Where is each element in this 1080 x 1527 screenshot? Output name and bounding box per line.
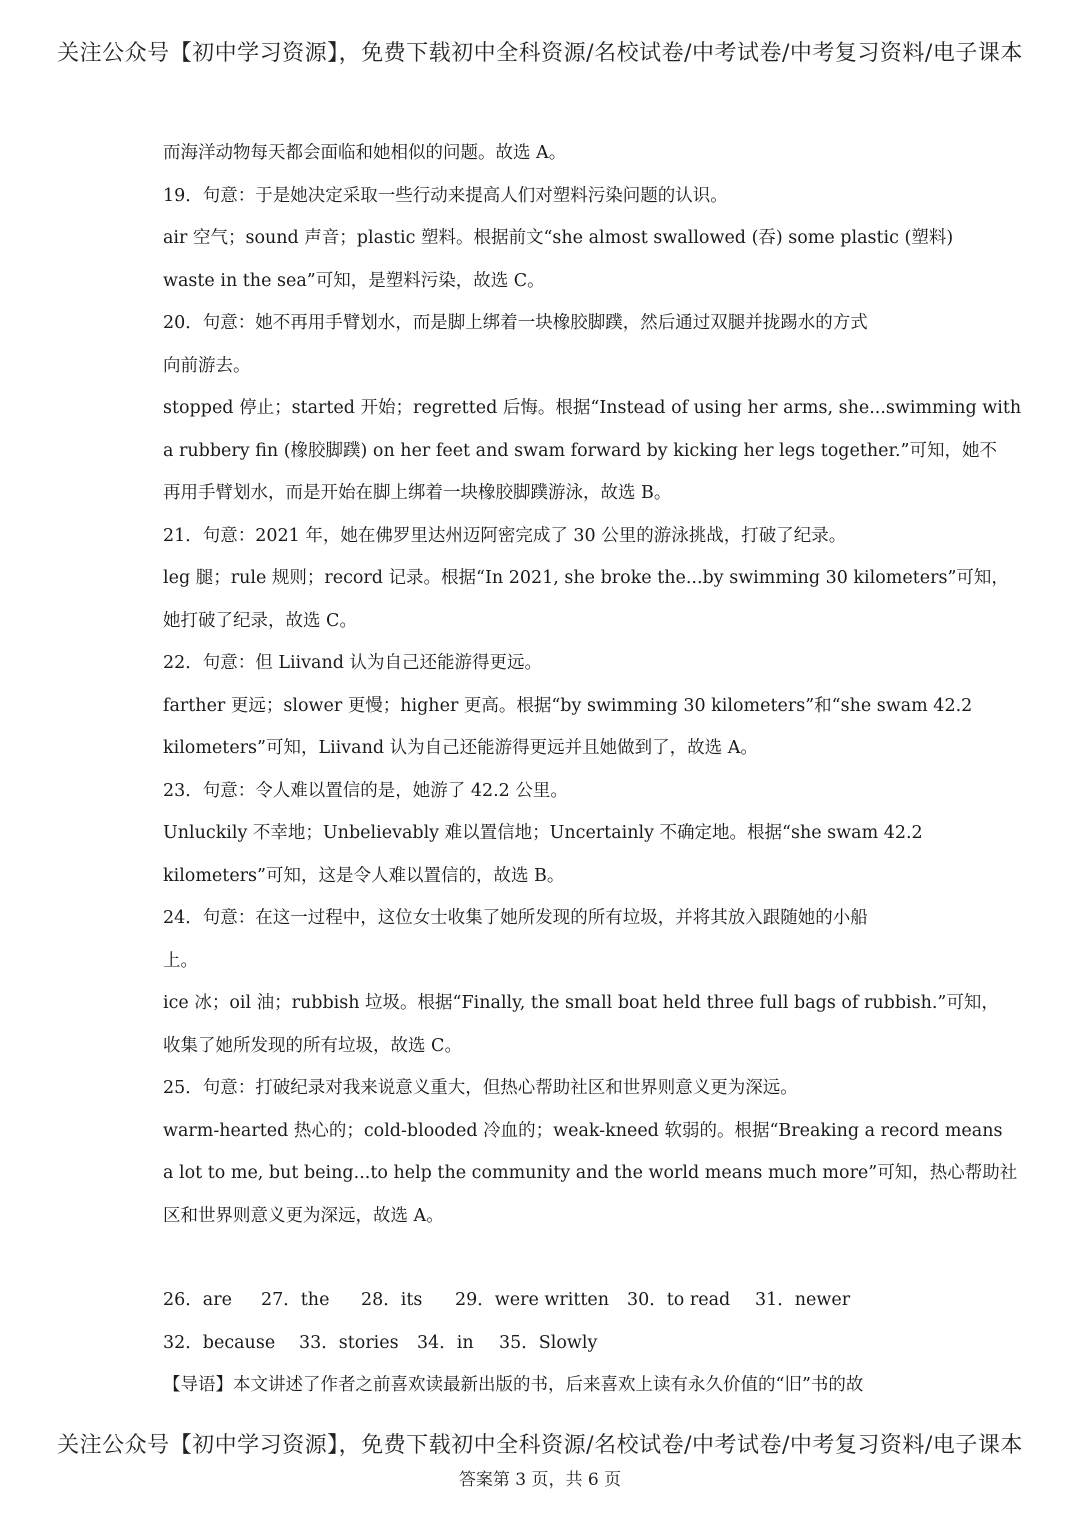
body-line: 向前游去。 xyxy=(163,355,251,376)
body-line: warm-hearted 热心的；cold-blooded 冷血的；weak-kneed 软弱的。根据“Breaking a record means xyxy=(163,1120,1003,1141)
body-line: 而海洋动物每天都会面临和她相似的问题。故选 A。 xyxy=(163,143,567,163)
answer-item: 26．are xyxy=(163,1290,232,1310)
bottom-banner: 关注公众号【初中学习资源】，免费下载初中全科资源/名校试卷/中考试卷/中考复习资料/电子课本 xyxy=(57,1433,1023,1458)
answer-item: 28．its xyxy=(361,1290,423,1310)
body-line: kilometers”可知，这是令人难以置信的，故选 B。 xyxy=(163,865,565,886)
body-line: 21．句意：2021 年，她在佛罗里达州迈阿密完成了 30 公里的游泳挑战，打破了纪录。 xyxy=(163,525,847,546)
body-line: 22．句意：但 Liivand 认为自己还能游得更远。 xyxy=(163,653,543,673)
body-line: 收集了她所发现的所有垃圾，故选 C。 xyxy=(163,1035,462,1056)
answer-item: 30．to read xyxy=(627,1290,731,1310)
body-line: 她打破了纪录，故选 C。 xyxy=(163,610,357,631)
body-line: leg 腿；rule 规则；record 记录。根据“In 2021, she broke the...by swimming 30 kilometers”可知， xyxy=(163,568,1009,588)
body-line: air 空气；sound 声音；plastic 塑料。根据前文“she almost swallowed (吞) some plastic (塑料) xyxy=(163,228,954,248)
answer-row-1 xyxy=(163,1281,923,1324)
body-line: a rubbery fin (橡胶脚蹼) on her feet and swam forward by kicking her legs together.”可知，她不 xyxy=(163,440,997,461)
body-line: 20．句意：她不再用手臂划水，而是脚上绑着一块橡胶脚蹼，然后通过双腿并拢踢水的方式 xyxy=(163,313,868,333)
body-line: kilometers”可知，Liivand 认为自己还能游得更远并且她做到了，故选 A。 xyxy=(163,738,758,758)
body-line: 24．句意：在这一过程中，这位女士收集了她所发现的所有垃圾，并将其放入跟随她的小船 xyxy=(163,908,868,928)
body-line: 再用手臂划水，而是开始在脚上绑着一块橡胶脚蹼游泳，故选 B。 xyxy=(163,483,672,503)
body-line: waste in the sea”可知，是塑料污染，故选 C。 xyxy=(163,270,545,291)
answer-item: 32．because xyxy=(163,1332,276,1353)
answer-item: 34．in xyxy=(417,1332,474,1353)
intro-line: 【导语】本文讲述了作者之前喜欢读最新出版的书，后来喜欢上读有永久价值的“旧”书的故 xyxy=(163,1375,864,1395)
section-gap xyxy=(163,1239,923,1281)
answer-item: 29．were written xyxy=(455,1290,610,1310)
top-banner: 关注公众号【初中学习资源】，免费下载初中全科资源/名校试卷/中考试卷/中考复习资料/电子课本 xyxy=(57,41,1023,66)
body-line: ice 冰；oil 油；rubbish 垃圾。根据“Finally, the small boat held three full bags of rubbish.”可知， xyxy=(163,993,999,1013)
answer-item: 35．Slowly xyxy=(499,1332,598,1353)
body-line: farther 更远；slower 更慢；higher 更高。根据“by swimming 30 kilometers”和“she swam 42.2 xyxy=(163,695,973,716)
body-line: 上。 xyxy=(163,950,198,971)
answer-item: 31．newer xyxy=(755,1290,851,1310)
body-line: stopped 停止；started 开始；regretted 后悔。根据“Instead of using her arms, she...swimming with xyxy=(163,398,1022,418)
answer-item: 27．the xyxy=(261,1290,330,1310)
page-number: 答案第 3 页，共 6 页 xyxy=(458,1470,622,1490)
body-line: Unluckily 不幸地；Unbelievably 难以置信地；Uncertainly 不确定地。根据“she swam 42.2 xyxy=(163,823,923,843)
body-line: a lot to me, but being...to help the community and the world means much more”可知，热心帮助社 xyxy=(163,1163,1018,1183)
answer-item: 33．stories xyxy=(299,1332,399,1353)
body-line: 19．句意：于是她决定采取一些行动来提高人们对塑料污染问题的认识。 xyxy=(163,185,728,206)
document-body xyxy=(163,134,1022,1409)
body-line: 23．句意：令人难以置信的是，她游了 42.2 公里。 xyxy=(163,780,568,801)
answer-row-2 xyxy=(163,1324,923,1367)
body-line: 25．句意：打破纪录对我来说意义重大，但热心帮助社区和世界则意义更为深远。 xyxy=(163,1078,798,1098)
body-line: 区和世界则意义更为深远，故选 A。 xyxy=(163,1205,444,1226)
